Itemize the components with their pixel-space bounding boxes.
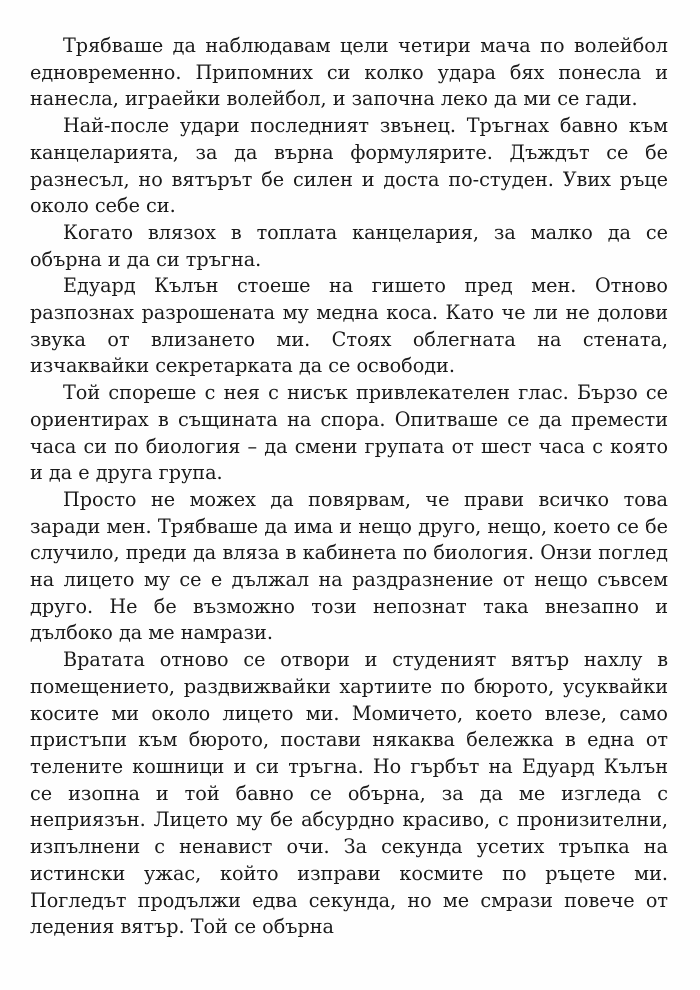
body-text [30,33,668,941]
paragraph: Трябваше да наблюдавам цели четири мача по волейбол едновременно. Припомних си колко удара бях понесла и нанесла, играейки волейбол, и започна леко да ми се гади. [30,34,668,111]
paragraph: Най-после удари последният звънец. Тръгнах бавно към канцеларията, за да върна формулярите. Дъждът се бе разнесъл, но вятърът бе силен и доста по-студен. Увих ръце около себе си. [30,114,668,218]
paragraph: Вратата отново се отвори и студеният вятър нахлу в помещението, раздвижвайки хартиите по бюрото, усуквайки косите ми около лицето ми. Момичето, което влезе, само пристъпи към бюрото, постави някаква бележка в една от телените кошници и си тръгна. Но гърбът на Едуард Кълън се изопна и той бавно се обърна, за да ме изгледа с неприязън. Лицето му бе абсурдно красиво, с пронизителни, изпълнени с ненавист очи. За секунда усетих тръпка на истински ужас, който изправи космите по ръцете ми. Погледът продължи едва секунда, но ме смрази повече от ледения вятър. Той се обърна [30,648,668,939]
paragraph: Когато влязох в топлата канцелария, за малко да се обърна и да си тръгна. [30,220,668,271]
paragraph: Едуард Кълън стоеше на гишето пред мен. Отново разпознах разрошената му медна коса. Като че ли не долови звука от влизането ми. Стоях облегната на стената, изчаквайки секретарката да се освободи. [30,274,668,378]
paragraph: Той спореше с нея с нисък привлекателен глас. Бързо се ориентирах в същината на спора. Опитваше се да премести часа си по биология – да смени групата от шест часа с която и да е друга група. [30,381,668,485]
paragraph: Просто не можех да повярвам, че прави всичко това заради мен. Трябваше да има и нещо друго, нещо, което се бе случило, преди да вляза в кабинета по биология. Онзи поглед на лицето му се е дължал на раздразнение от нещо съвсем друго. Не бе възможно този непознат така внезапно и дълбоко да ме намрази. [30,487,668,645]
